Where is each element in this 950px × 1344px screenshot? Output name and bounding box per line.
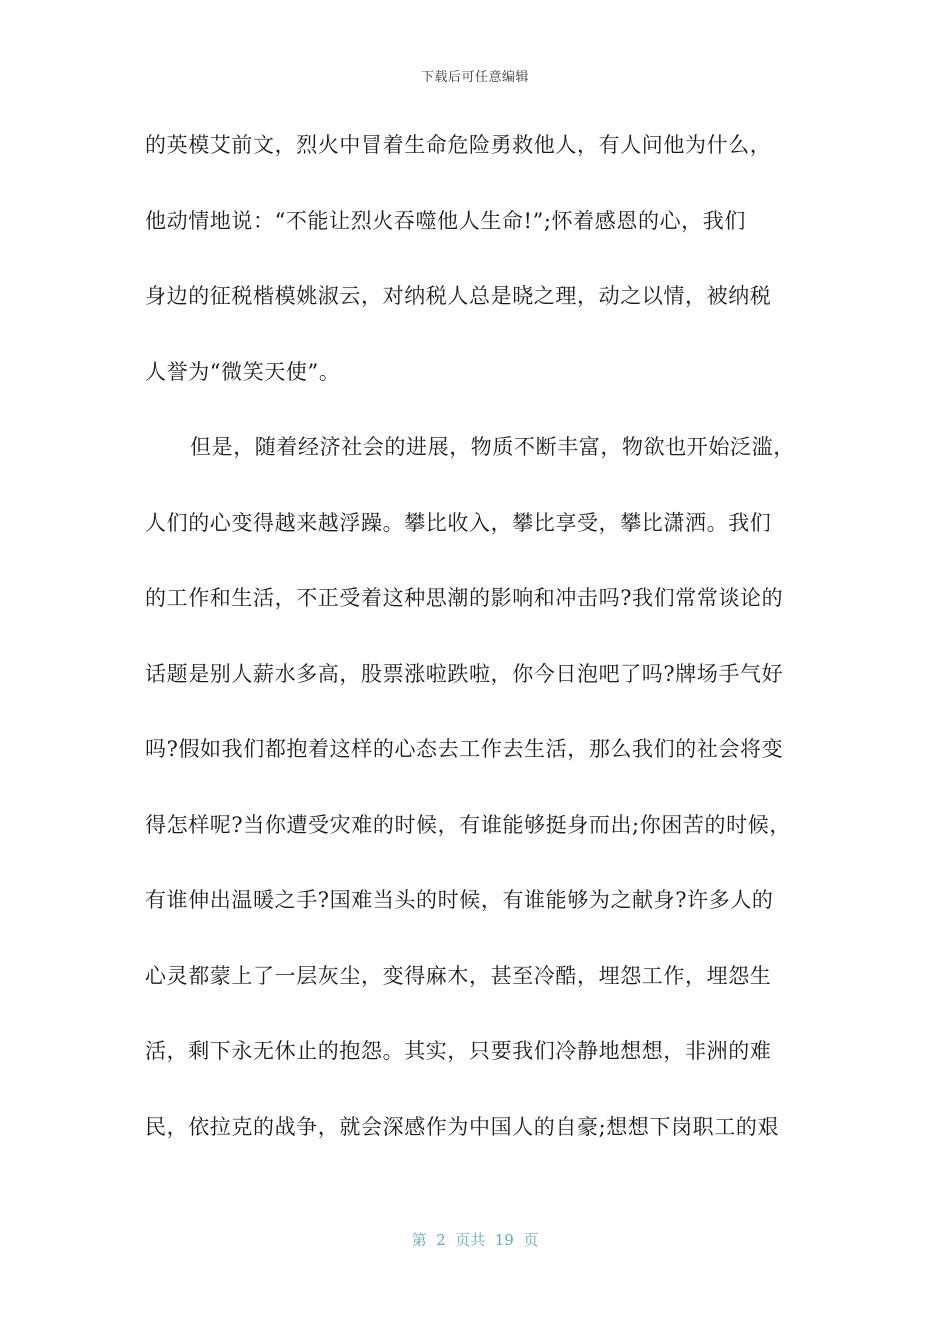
text-line: 的英模艾前文，烈火中冒着生命危险勇救他人，有人问他为什么， xyxy=(145,133,772,157)
text-line: 吗?假如我们都抱着这样的心态去工作去生活，那么我们的社会将变 xyxy=(145,737,784,761)
document-body xyxy=(145,127,810,1184)
text-line: 的工作和生活，不正受着这种思潮的影响和冲击吗?我们常常谈论的 xyxy=(145,586,784,610)
text-line: 他动情地说：“不能让烈火吞噬他人生命!”;怀着感恩的心，我们 xyxy=(145,208,746,233)
page-header: 下载后可任意编辑 xyxy=(420,70,529,85)
text-line: 民，依拉克的战争，就会深感作为中国人的自豪;想想下岗职工的艰 xyxy=(145,1114,780,1139)
text-line: 心灵都蒙上了一层灰尘，变得麻木，甚至冷酷，埋怨工作，埋怨生 xyxy=(145,963,772,988)
text-line: 身边的征税楷模姚淑云，对纳税人总是晓之理，动之以情，被纳税 xyxy=(145,284,772,308)
text-line: 话题是别人薪水多高，股票涨啦跌啦，你今日泡吧了吗?牌场手气好 xyxy=(145,661,784,686)
text-line: 有谁伸出温暖之手?国难当头的时候，有谁能够为之献身?许多人的 xyxy=(145,888,774,912)
page-number-footer: 第 2 页共 19 页 xyxy=(411,1231,539,1249)
text-line: 活，剩下永无休止的抱怨。其实，只要我们冷静地想想，非洲的难 xyxy=(145,1039,772,1063)
paragraph-start-line: 但是，随着经济社会的进展，物质不断丰富，物欲也开始泛滥， xyxy=(190,435,795,459)
text-line: 人们的心变得越来越浮躁。攀比收入，攀比享受，攀比潇洒。我们 xyxy=(145,510,772,535)
text-line: 人誉为“微笑天使”。 xyxy=(145,359,341,384)
text-line: 得怎样呢?当你遭受灾难的时候，有谁能够挺身而出;你困苦的时候， xyxy=(145,812,791,837)
